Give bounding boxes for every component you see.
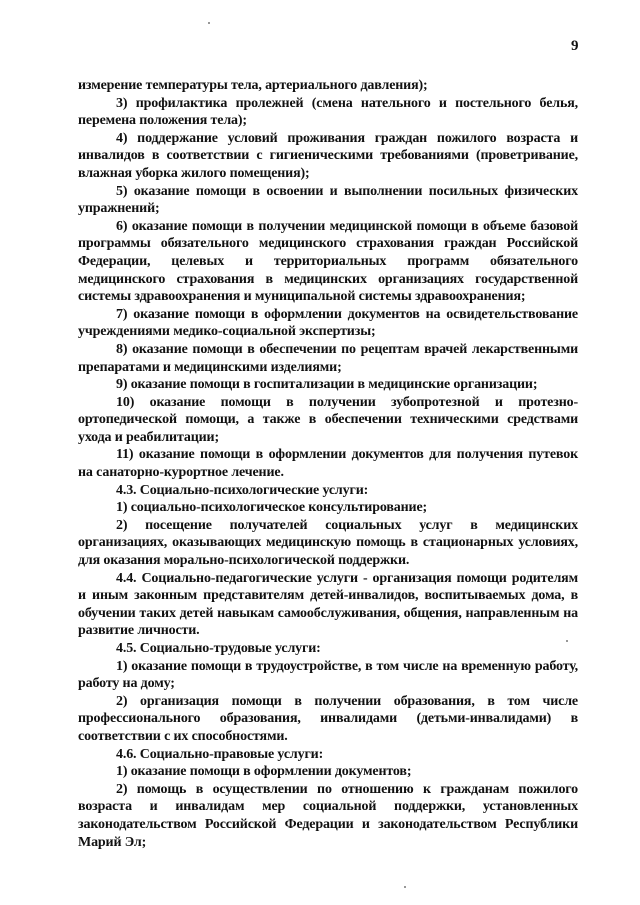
paragraph: 5) оказание помощи в освоении и выполнении посильных физических упражнений; [78,183,578,217]
paragraph: 1) социально-психологическое консультирование; [116,500,428,516]
page-number: 9 [571,38,579,54]
paragraph: 6) оказание помощи в получении медицинской помощи в объеме базовой программы обязательного медицинского страхования граждан Российской Федерации, целевых и территориальных программ обязательного медицинского страхования в медицинских организациях государственной системы здравоохранения и муниципальной системы здравоохранения; [78,218,578,305]
paragraph: 8) оказание помощи в обеспечении по рецептам врачей лекарственными препаратами и медицинскими изделиями; [78,341,578,375]
paragraph: 2) организация помощи в получении образования, в том числе профессионального образования, инвалидами (детьми-инвалидами) в соответствии с их способностями. [78,693,578,744]
section-heading: 4.5. Социально-трудовые услуги: [116,641,321,656]
paragraph: 2) помощь в осуществлении по отношению к гражданам пожилого возраста и инвалидам мер социальной поддержки, установленных законодательством Российской Федерации и законодательством Республики Марий Эл; [78,781,578,850]
section-heading: 4.4. Социально-педагогические услуги - организация помощи родителям и иным законным представителям детей-инвалидов, воспитываемых дома, в обучении таких детей навыкам самообслуживания, общения, направленным на развитие личности. [78,570,578,639]
scan-speck [208,22,210,24]
paragraph: 2) посещение получателей социальных услуг в медицинских организациях, оказывающих медицинскую помощь в стационарных условиях, для оказания морально-психологической поддержки. [78,517,578,569]
paragraph: 1) оказание помощи в трудоустройстве, в том числе на временную работу, работу на дому; [78,658,578,692]
paragraph: 11) оказание помощи в оформлении документов для получения путевок на санаторно-курортное лечение. [78,447,578,481]
paragraph: 4) поддержание условий проживания граждан пожилого возраста и инвалидов в соответствии с гигиеническими требованиями (проветривание, влажная уборка жилого помещения); [78,130,578,181]
paragraph: измерение температуры тела, артериального давления); [78,78,428,93]
paragraph: 10) оказание помощи в получении зубопротезной и протезно-ортопедической помощи, а также в обеспечении техническими средствами ухода и реабилитации; [78,394,578,445]
section-heading: 4.3. Социально-психологические услуги: [116,482,369,498]
paragraph: 9) оказание помощи в госпитализации в медицинские организации; [116,377,538,393]
document-body [78,77,578,851]
paragraph: 1) оказание помощи в оформлении документов; [116,764,412,780]
paragraph: 7) оказание помощи в оформлении документов на освидетельствование учреждениями медико-социальной экспертизы; [78,306,578,340]
scan-speck [404,886,406,888]
section-heading: 4.6. Социально-правовые услуги: [116,746,324,762]
paragraph: 3) профилактика пролежней (смена нательного и постельного белья, перемена положения тела); [78,95,578,129]
